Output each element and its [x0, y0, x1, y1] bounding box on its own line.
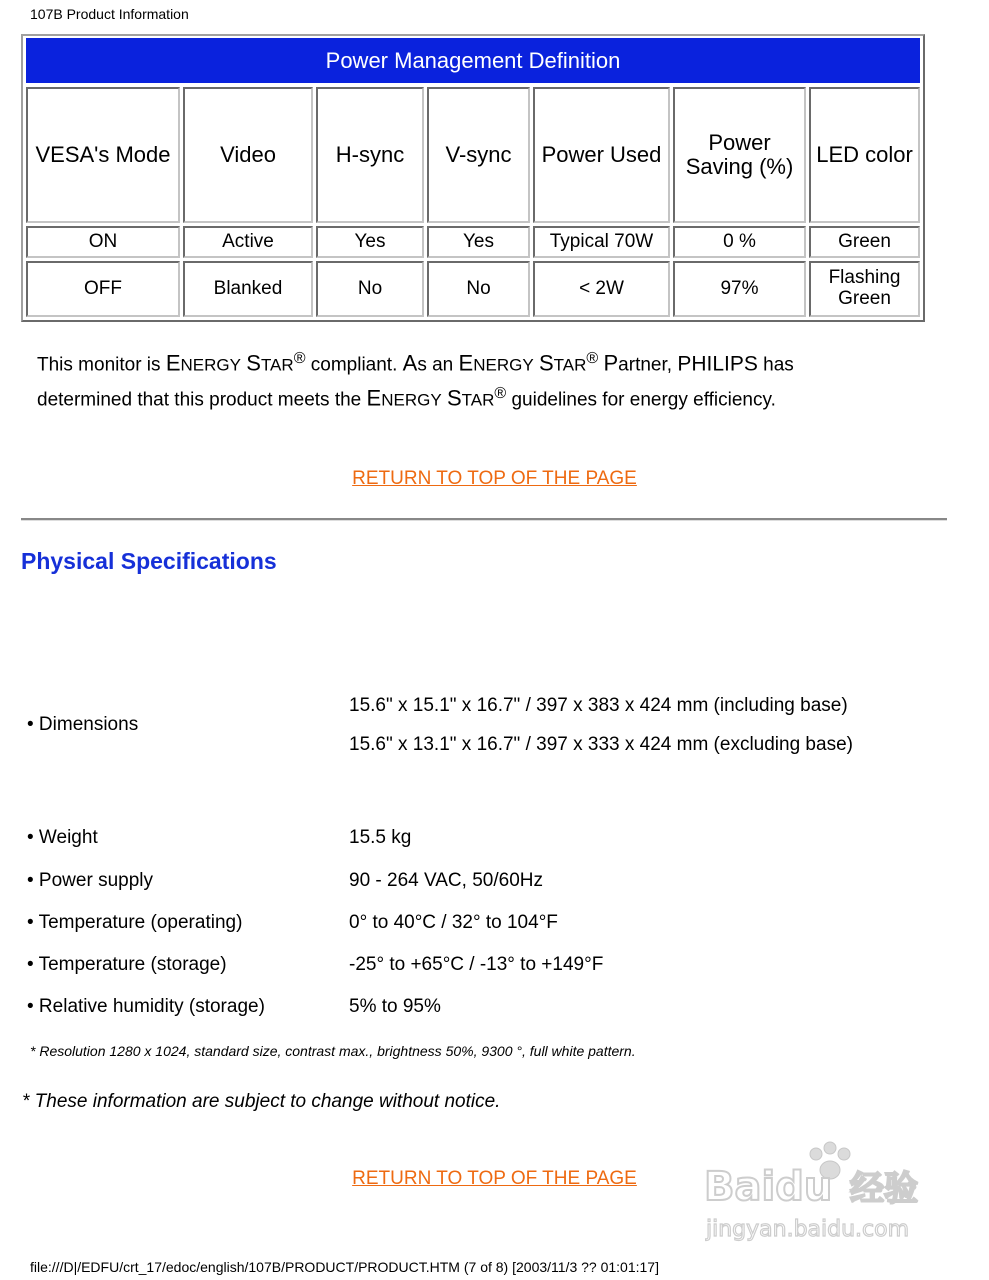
spec-label-weight: • Weight [27, 827, 98, 848]
header-v-sync: V-sync [427, 87, 530, 223]
row-off-power-saving: 97% [673, 261, 806, 317]
spec-label-dimensions: • Dimensions [27, 714, 139, 735]
row-off-power-used: < 2W [533, 261, 670, 317]
energy-text: S [538, 350, 554, 376]
spec-value-temp-storage: -25° to +65°C / -13° to +149°F [349, 954, 604, 975]
spec-label-humidity: • Relative humidity (storage) [27, 996, 265, 1017]
spec-value-dimensions-including: 15.6" x 15.1" x 16.7" / 397 x 383 x 424 mm (including base) [349, 695, 848, 716]
energy-text: has [757, 354, 794, 376]
energy-text: determined that this product meets the [37, 389, 367, 411]
change-notice: * These information are subject to change without notice. [22, 1091, 501, 1112]
energy-text: TAR [553, 355, 587, 375]
section-title-physical-specs: Physical Specifications [21, 548, 277, 574]
energy-text: TAR [461, 390, 495, 410]
spec-value-humidity: 5% to 95% [349, 996, 441, 1017]
row-off-vsync: No [427, 261, 530, 317]
header-power-used: Power Used [533, 87, 670, 223]
row-on-hsync: Yes [316, 226, 424, 258]
header-led-color: LED color [809, 87, 920, 223]
philips-brand: PHILIPS [677, 352, 758, 376]
watermark-cn: 经验 [850, 1169, 918, 1209]
energy-text: E [458, 350, 474, 376]
energy-text: guidelines for energy efficiency. [506, 389, 776, 411]
page-header-title: 107B Product Information [30, 6, 189, 22]
row-on-power-used: Typical 70W [533, 226, 670, 258]
section-divider [21, 518, 947, 521]
registered-mark: ® [586, 350, 599, 367]
energy-text: s an [417, 354, 459, 376]
header-vesa-mode: VESA's Mode [26, 87, 180, 223]
energy-text: E [366, 385, 382, 411]
row-off-led-color: Flashing Green [809, 261, 920, 317]
energy-text: S [246, 350, 261, 376]
registered-mark: ® [293, 350, 306, 367]
row-on-vsync: Yes [427, 226, 530, 258]
return-to-top-link[interactable]: RETURN TO TOP OF THE PAGE [352, 468, 637, 489]
energy-text: P [603, 350, 619, 376]
power-table-title: Power Management Definition [26, 38, 920, 83]
energy-text: NERGY [381, 390, 442, 410]
row-on-led-color: Green [809, 226, 920, 258]
spec-value-weight: 15.5 kg [349, 827, 412, 848]
header-power-saving: Power Saving (%) [673, 87, 806, 223]
resolution-footnote: * Resolution 1280 x 1024, standard size, contrast max., brightness 50%, 9300 °, full white pattern. [30, 1043, 636, 1059]
row-off-video: Blanked [183, 261, 313, 317]
energy-text: A [402, 350, 418, 376]
energy-text: TAR [260, 355, 294, 375]
energy-text: NERGY [473, 355, 534, 375]
spec-value-temp-operating: 0° to 40°C / 32° to 104°F [349, 912, 558, 933]
row-on-video: Active [183, 226, 313, 258]
watermark-brand: Baidu [704, 1164, 833, 1210]
watermark-url: jingyan.baidu.com [706, 1217, 910, 1242]
energy-text: S [446, 385, 462, 411]
energy-text: artner, [618, 354, 678, 376]
energy-text: E [165, 350, 181, 376]
energy-text: compliant. [305, 354, 403, 376]
row-on-power-saving: 0 % [673, 226, 806, 258]
footer-file-path: file:///D|/EDFU/crt_17/edoc/english/107B/PRODUCT/PRODUCT.HTM (7 of 8) [2003/11/3 ?? 01:01:17] [30, 1259, 659, 1275]
spec-label-temp-storage: • Temperature (storage) [27, 954, 227, 975]
spec-label-temp-operating: • Temperature (operating) [27, 912, 243, 933]
energy-text: This monitor is [37, 354, 166, 376]
spec-value-dimensions-excluding: 15.6" x 13.1" x 16.7" / 397 x 333 x 424 mm (excluding base) [349, 734, 853, 755]
header-h-sync: H-sync [316, 87, 424, 223]
row-off-hsync: No [316, 261, 424, 317]
spec-value-power-supply: 90 - 264 VAC, 50/60Hz [349, 870, 543, 891]
return-to-top-link-bottom[interactable]: RETURN TO TOP OF THE PAGE [352, 1168, 637, 1189]
registered-mark: ® [494, 385, 507, 403]
spec-label-power-supply: • Power supply [27, 870, 153, 891]
energy-star-statement [37, 344, 937, 415]
baidu-watermark [700, 1140, 940, 1250]
row-on-mode: ON [26, 226, 180, 258]
header-video: Video [183, 87, 313, 223]
row-off-mode: OFF [26, 261, 180, 317]
energy-text: NERGY [180, 355, 241, 375]
